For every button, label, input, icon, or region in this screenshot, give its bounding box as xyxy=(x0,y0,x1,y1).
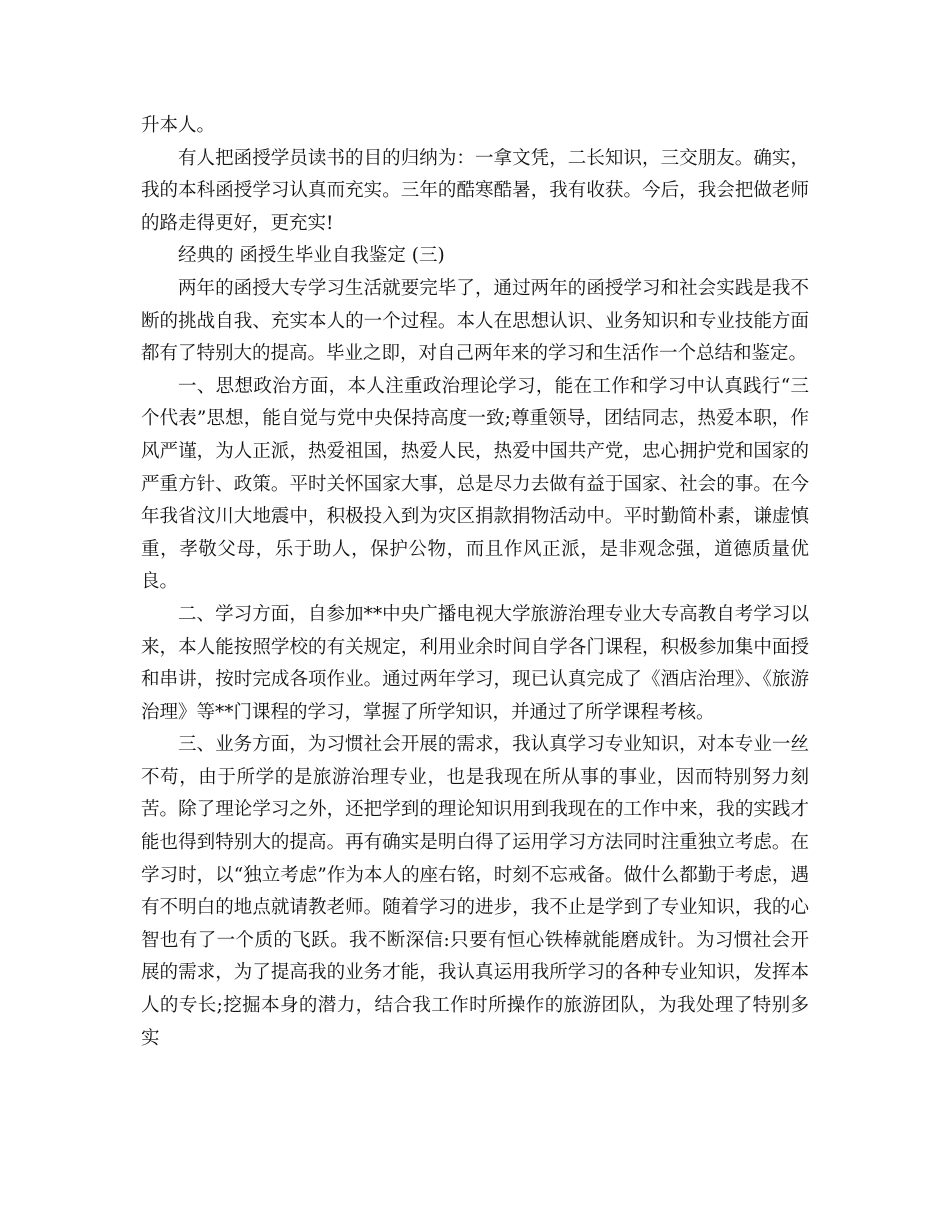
paragraph-introduction: 两年的函授大专学习生活就要完毕了，通过两年的函授学习和社会实践是我不断的挑战自我、充实本人的一个过程。本人在思想认识、业务知识和专业技能方面都有了特别大的提高。毕业之即，对自己两年来的学习和生活作一个总结和鉴定。 xyxy=(141,277,809,365)
paragraph-professional-work: 三、业务方面，为习惯社会开展的需求，我认真学习专业知识，对本专业一丝不苟，由于所学的是旅游治理专业，也是我现在所从事的事业，因而特别努力刻苦。除了理论学习之外，还把学到的理论知识用到我现在的工作中来，我的实践才能也得到特别大的提高。再有确实是明白得了运用学习方法同时注重独立考虑。在学习时，以“独立考虑”作为本人的座右铭，时刻不忘戒备。做什么都勤于考虑，遇有不明白的地点就请教老师。随着学习的进步，我不止是学到了专业知识，我的心智也有了一个质的飞跃。我不断深信:只要有恒心铁棒就能磨成针。为习惯社会开展的需求，为了提高我的业务才能，我认真运用我所学习的各种专业知识，发挥本人的专长;挖掘本身的潜力，结合我工作时所操作的旅游团队，为我处理了特别多实 xyxy=(141,734,809,1049)
paragraph-continued: 升本人。 xyxy=(141,115,216,136)
paragraph-purpose-of-study: 有人把函授学员读书的目的归纳为：一拿文凭，二长知识，三交朋友。确实，我的本科函授学习认真而充实。三年的酷寒酷暑，我有收获。今后，我会把做老师的路走得更好，更充实! xyxy=(141,147,809,234)
section-heading: 经典的 函授生毕业自我鉴定 (三) xyxy=(178,245,445,267)
paragraph-study: 二、学习方面，自参加**中央广播电视大学旅游治理专业大专高教自考学习以来，本人能按照学校的有关规定，利用业余时间自学各门课程，积极参加集中面授和串讲，按时完成各项作业。通过两年学习，现已认真完成了《酒店治理》、《旅游治理》等**门课程的学习，掌握了所学知识，并通过了所学课程考核。 xyxy=(141,603,809,723)
paragraph-political-thought: 一、思想政治方面，本人注重政治理论学习，能在工作和学习中认真践行“三个代表”思想，能自觉与党中央保持高度一致;尊重领导，团结同志，热爱本职，作风严谨，为人正派，热爱祖国，热爱人民，热爱中国共产党，忠心拥护党和国家的严重方针、政策。平时关怀国家大事，总是尽力去做有益于国家、社会的事。在今年我省汶川大地震中，积极投入到为灾区捐款捐物活动中。平时勤简朴素，谦虚慎重，孝敬父母，乐于助人，保护公物，而且作风正派，是非观念强，道德质量优良。 xyxy=(141,375,809,593)
document-body xyxy=(141,110,809,1055)
